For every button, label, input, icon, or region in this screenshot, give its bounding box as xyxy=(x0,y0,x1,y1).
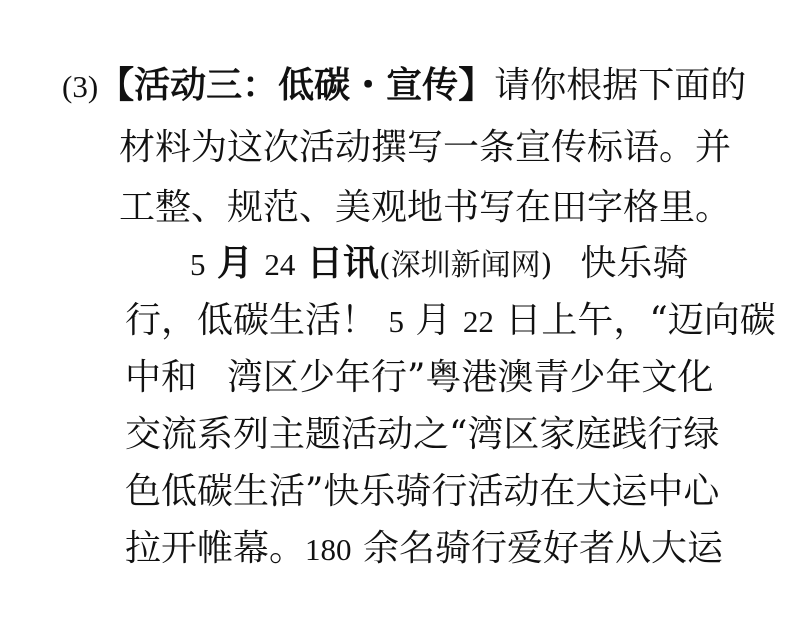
material-line-5 xyxy=(125,470,719,514)
bracket-close: 】 xyxy=(458,65,495,106)
material-line-2 xyxy=(125,299,776,343)
line2-text-b: 日上午，“迈向碳 xyxy=(505,300,776,341)
material-line-1 xyxy=(190,242,688,286)
material-line-4 xyxy=(125,413,719,457)
prompt-text-3: 工整、规范、美观地书写在田字格里。 xyxy=(119,187,732,228)
bracket-open: 【 xyxy=(98,65,135,106)
line3-text-b: 湾区少年行”粤港澳青少年文化 xyxy=(227,357,714,398)
prompt-text-2: 材料为这次活动撰写一条宣传标语。并 xyxy=(119,127,732,168)
line3-text-a: 中和 xyxy=(125,357,198,398)
question-line-3 xyxy=(119,186,731,230)
dateline-day: 5 xyxy=(190,247,206,282)
line6-text-b: 余名骑行爱好者从大运 xyxy=(362,528,723,569)
question-number: (3) xyxy=(62,69,99,104)
prompt-text-1: 请你根据下面的 xyxy=(494,65,747,106)
question-line-2 xyxy=(119,126,731,170)
lead-text: 快乐骑 xyxy=(580,243,689,284)
question-line-1 xyxy=(62,64,746,108)
dateline-date: 24 xyxy=(264,247,296,282)
line6-text-a: 拉开帷幕。 xyxy=(125,528,306,569)
material-line-3 xyxy=(125,356,713,400)
line2-yue: 月 xyxy=(415,300,452,341)
line2-date: 22 xyxy=(462,304,494,339)
line4-text: 交流系列主题活动之“湾区家庭践行绿 xyxy=(125,414,720,455)
line2-month: 5 xyxy=(388,304,404,339)
news-source: (深圳新闻网) xyxy=(378,248,553,283)
dateline-month-char: 月 xyxy=(216,243,253,284)
line6-count: 180 xyxy=(305,532,352,567)
line2-text-a: 行，低碳生活！ xyxy=(125,300,378,341)
activity-title: 活动三：低碳・宣传 xyxy=(134,65,459,106)
line5-text: 色低碳生活”快乐骑行活动在大运中心 xyxy=(125,471,720,512)
dateline-suffix: 日讯 xyxy=(306,243,379,284)
material-line-6 xyxy=(125,527,723,571)
